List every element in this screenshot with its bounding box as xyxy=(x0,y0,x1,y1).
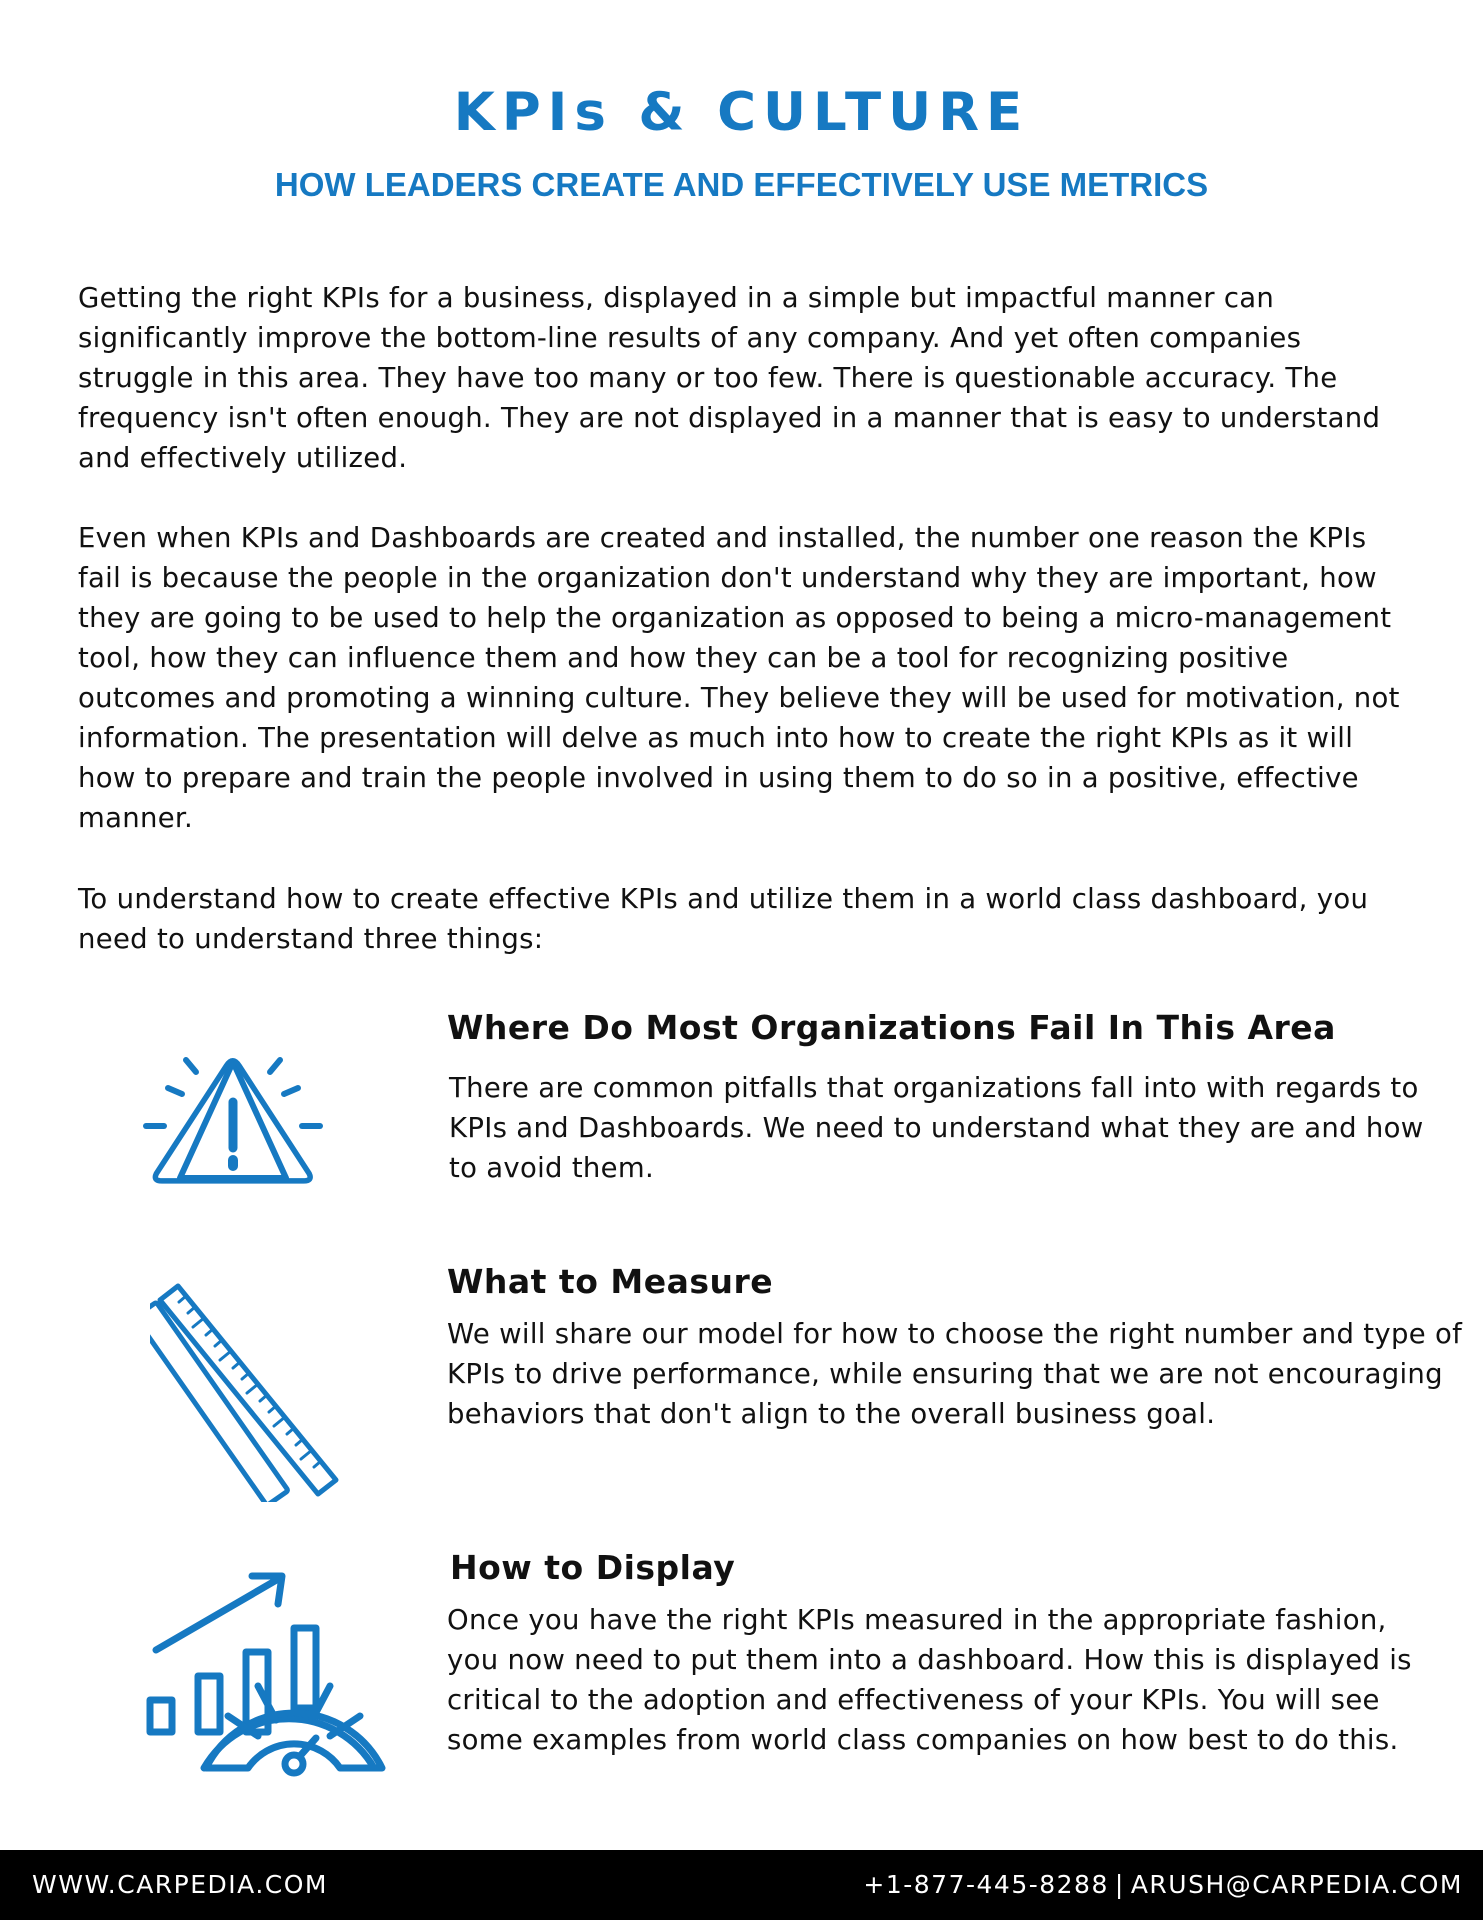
intro-paragraph-2: Even when KPIs and Dashboards are created and installed, the number one reason the KPIs fail is because the people in the organization don't understand why they are important, how they are going to be used to help the organization as opposed to being a micro-management tool, how they can influence them and how they can be a tool for recognizing positive outcomes and promoting a winning culture. They believe they will be used for motivation, not information. The presentation will delve as much into how to create the right KPIs as it will how to prepare and train the people involved in using them to do so in a positive, effective manner. xyxy=(78,522,1400,834)
section-fail-heading: Where Do Most Organizations Fail In This Area xyxy=(447,1008,1336,1047)
section-display-body: Once you have the right KPIs measured in the appropriate fashion, you now need to put them into a dashboard. How this is displayed is critical to the adoption and effectiveness of your KPIs. You will see some examples from world class companies on how best to do this. xyxy=(447,1604,1412,1756)
ruler-icon xyxy=(150,1272,340,1502)
dashboard-chart-icon xyxy=(140,1568,400,1788)
intro-paragraph-1: Getting the right KPIs for a business, displayed in a simple but impactful manner can significantly improve the bottom-line results of any company. And yet often companies struggle in this area. They have too many or too few. There is questionable accuracy. The frequency isn't often enough. They are not displayed in a manner that is easy to understand and effectively utilized. xyxy=(78,282,1381,474)
section-measure-body: We will share our model for how to choose the right number and type of KPIs to drive performance, while ensuring that we are not encouraging behaviors that don't align to the overall business goal. xyxy=(447,1318,1463,1430)
page-subtitle: HOW LEADERS CREATE AND EFFECTIVELY USE METRICS xyxy=(274,166,1209,203)
footer-email-link[interactable]: ARUSH@CARPEDIA.COM xyxy=(1130,1870,1463,1899)
section-measure xyxy=(0,1262,1483,1492)
section-display xyxy=(0,1548,1483,1828)
section-fail-body: There are common pitfalls that organizations fall into with regards to KPIs and Dashboards. We need to understand what they are and how to avoid them. xyxy=(449,1072,1424,1184)
section-measure-heading: What to Measure xyxy=(447,1262,774,1301)
footer-phone[interactable]: +1-877-445-8288 xyxy=(863,1870,1109,1899)
section-fail xyxy=(0,1000,1483,1200)
footer-contact xyxy=(863,1870,1463,1899)
section-display-heading: How to Display xyxy=(450,1548,736,1587)
page-title: KPIs & CULTURE xyxy=(453,82,1030,143)
footer-bar xyxy=(0,1850,1483,1920)
warning-icon xyxy=(138,1030,328,1190)
footer-separator: | xyxy=(1114,1870,1125,1899)
intro-paragraph-3: To understand how to create effective KPIs and utilize them in a world class dashboard, you need to understand three things: xyxy=(78,883,1369,955)
footer-website-link[interactable]: WWW.CARPEDIA.COM xyxy=(32,1870,328,1899)
